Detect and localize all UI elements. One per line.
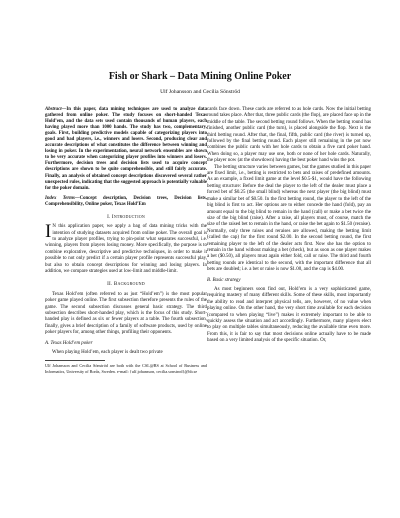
introduction-paragraph [45,221,207,275]
section-heading-background: II. Background [107,281,145,288]
footnote-rule [45,360,105,361]
betting-structure-paragraph: The betting structure varies between games, but the games studied in this paper are fixed limit, i.e., betting is restricted to bets and raises of predefined amounts. As an example, a fixed limit game at the level $0.5-$1, would have the following betting structure: Before the deal the player to the left of the dealer must place a forced bet of $0.25 (the small blind) whereas the next player (the big blind) must make a similar bet of $0.50. In the first betting round, the player to the left of the big blind is first to act. Her options are to either concede the hand (fold), pay an amount equal to the big blind to remain in the hand (call) or make a bet twice the size of the big blind (raise). After a raise, all players must, of course, match the size of the raised bet to remain in the hand, or raise the bet again to $1.50 (reraise). Normally, only three raises and reraises are allowed, making the betting limit (called the cap) for the first round $2.00. In the second betting round, the first remaining player to the left of the dealer acts first. Now she has the option to remain in the hand without making a bet (check), but as soon as one player makes a bet ($0.50), all players must again either fold, call or raise. The third and fourth betting rounds are identical to the second, with the important difference that all bets are doubled; i.e. a bet or raise is now $1.00, and the cap is $4.00. [207,164,371,273]
holdem-rules-paragraph: cards face down. These cards are referred to as hole cards. Now the initial betting round takes place. After that, three public cards (the flop), are placed face up in the middle of the table. The second betting round follows. When the betting round has finished, another public card (the turn), is placed alongside the flop. Next is the third betting round. After that, the final, fifth, public card (the river) is turned up, followed by the final betting round. Each player still remaining in the pot now combines the public cards with her hole cards to obtain a five card poker hand. When doing so, a player may use one, both or none of her hole cards. Naturally, the player now (at the showdown) having the best poker hand wins the pot. [207,107,371,164]
basic-strategy-paragraph: As most beginners soon find out, Hold’em is a very sophisticated game, requiring mastery of many different skills. Some of these skills, most importantly the ability to read and interpret physical tells, are, however, of no value when playing online. On the other hand, the very short time available for each decision (compared to when playing “live”) makes it extremely important to be able to quickly assess the situation and act accordingly. Furthermore, many players elect to play on multiple tables simultaneously, reducing the available time even more. From this, it is fair to say that most decisions online actually have to be made based on a very limited analysis of the specific situation. Or, [207,286,371,344]
introduction-text: N this application paper, we apply a bag of data mining tricks with the intention of studying datasets acquired from online poker. The overall goal is to analyze player profiles, trying to pin-point what separates successful, i.e. winning, players from players losing money. More specifically, the purpose is to combine explorative, descriptive and predictive techniques, in order to make it possible to not only predict if a certain player profile represents successful play, but also to obtain concept descriptions for winning and losing players. In addition, we compare strategies used at low-limit and middle-limit. [45,224,207,274]
right-column [207,107,371,345]
subsection-heading-texas-holdem: A. Texas Hold’em poker [45,340,93,346]
abstract-label: Abstract— [45,107,67,112]
abstract [45,107,207,192]
drop-cap: I [45,221,52,243]
paper-authors: Ulf Johansson and Cecilia Sönströd [160,89,240,95]
abstract-text: In this paper, data mining techniques are used to analyze data gathered from online poker. The study focuses on short-handed Texas Hold’em, and the data sets used contain thousands of human players, each having played more than 1000 hands. The study has two, complementary, goals. First, building predictive models capable of categorizing players into good and bad players, i.e., winners and losers. Second, producing clear and accurate descriptions of what constitutes the difference between winning and losing in poker. In the experimentation, neural network ensembles are shown to be very accurate when categorizing player profiles into winners and losers. Furthermore, decision trees and decision lists used to acquire concept descriptions are shown to be quite comprehensible, and still fairly accurate. Finally, an analysis of obtained concept descriptions discovered several rather unexpected rules, indicating that the suggested approach is potentially valuable for the poker domain. [45,107,207,191]
subsection-heading-basic-strategy: B. Basic strategy [207,277,241,283]
index-terms-text: Concept description, Decision trees, Decision lists, Comprehensibility, Online poker, Texas Hold’Em [45,195,207,207]
left-column [45,107,207,374]
author-footnote: Ulf Johansson and Cecilia Sönströd are both with the CSL@BS at School of Business and Informatics, University of Borås, Sweden. e-mail: {ulf.johansson, cecilia.sonstrod}@hb.se [45,363,207,374]
index-terms [45,196,207,208]
index-terms-label: Index Terms— [45,195,80,201]
background-paragraph: Texas Hold’em (often referred to as just “Hold’em”) is the most popular poker game played online. The first subsection therefore presents the rules of the game. The second subsection discusses general basic strategy. The third subsection describes short-handed play, which is the focus of this study. Short-handed play is defined as six or fewer players at a table. The fourth subsection, finally, gives a brief description of a family of software products, used by online poker players for, among other things, profiling their opponents. [45,291,207,336]
section-heading-introduction: I. Introduction [107,213,145,220]
paper-title: Fish or Shark – Data Mining Online Poker [108,71,292,82]
texas-holdem-paragraph: When playing Hold’em, each player is dealt two private [52,350,163,356]
